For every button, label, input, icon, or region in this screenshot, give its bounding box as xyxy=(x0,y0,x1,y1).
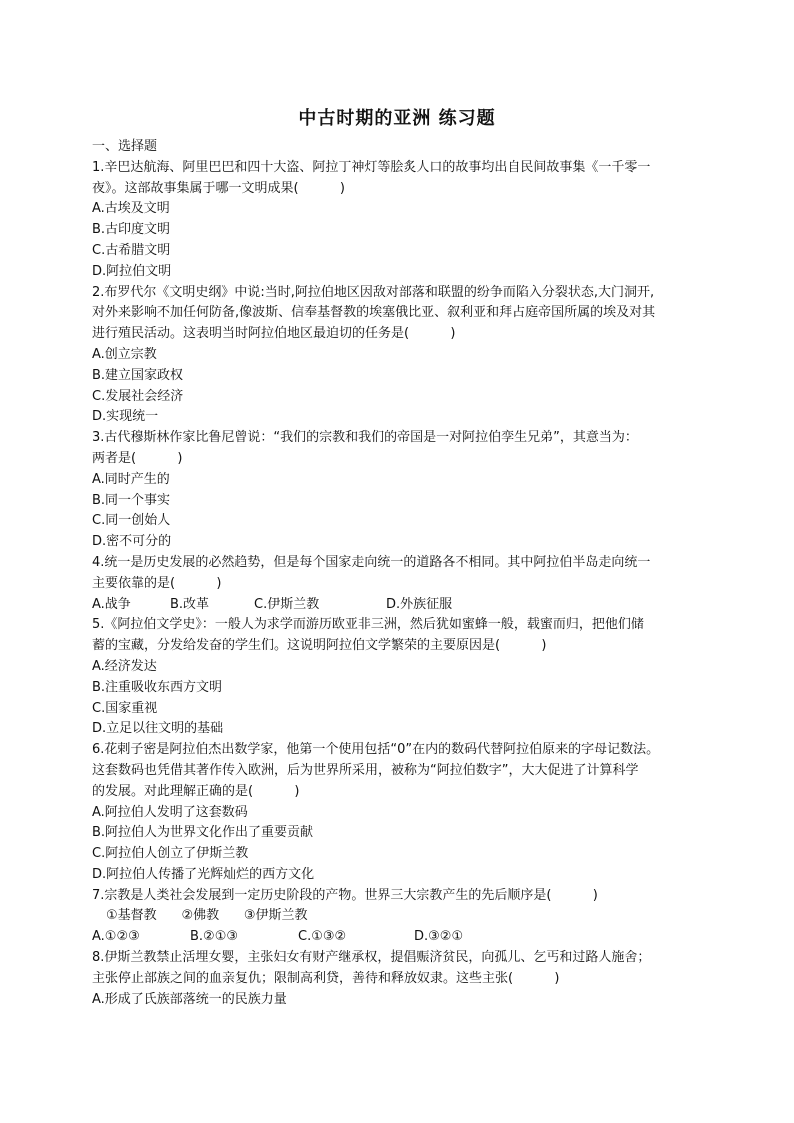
question-8-stem-cont: 主张停止部族之间的血亲复仇；限制高利贷，善待和释放奴隶。这些主张( ) xyxy=(92,970,560,986)
question-1-option-c: C.古希腊文明 xyxy=(92,242,171,258)
question-2-option-d: D.实现统一 xyxy=(92,409,159,425)
page-title: 中古时期的亚洲 练习题 xyxy=(298,108,496,129)
question-4-option-a: A.战争 xyxy=(92,596,131,612)
question-2-stem-cont: 对外来影响不加任何防备,像波斯、信奉基督教的埃塞俄比亚、叙利亚和拜占庭帝国所属的埃及对其 xyxy=(92,305,656,321)
question-7-stem: 7.宗教是人类社会发展到一定历史阶段的产物。世界三大宗教产生的先后顺序是( ) xyxy=(92,887,598,903)
question-1-stem-cont: 夜》。这部故事集属于哪一文明成果( ) xyxy=(92,180,345,196)
question-1-stem: 1.辛巴达航海、阿里巴巴和四十大盗、阿拉丁神灯等脍炙人口的故事均出自民间故事集《一千零一 xyxy=(92,159,651,175)
question-6-option-b: B.阿拉伯人为世界文化作出了重要贡献 xyxy=(92,825,314,841)
question-5-stem-cont: 蓄的宝藏，分发给发奋的学生们。这说明阿拉伯文学繁荣的主要原因是( ) xyxy=(92,638,547,654)
question-3-option-d: D.密不可分的 xyxy=(92,534,172,550)
question-5-option-d: D.立足以往文明的基础 xyxy=(92,721,224,737)
question-2-option-b: B.建立国家政权 xyxy=(92,367,184,383)
question-1-option-a: A.古埃及文明 xyxy=(92,201,170,217)
question-6-stem-cont: 的发展。对此理解正确的是( ) xyxy=(92,783,300,799)
question-5-stem: 5.《阿拉伯文学史》：一般人为求学而游历欧亚非三洲，然后犹如蜜蜂一般，载蜜而归，把他们储 xyxy=(92,617,644,633)
question-3-option-b: B.同一个事实 xyxy=(92,492,171,508)
question-6-stem: 6.花剌子密是阿拉伯杰出数学家，他第一个使用包括“0”在内的数码代替阿拉伯原来的字母记数法。 xyxy=(92,742,660,758)
question-4-option-d: D.外族征服 xyxy=(386,596,453,612)
question-6-stem-cont: 这套数码也凭借其著作传入欧洲，后为世界所采用，被称为“阿拉伯数字”，大大促进了计算科学 xyxy=(92,762,639,778)
question-7-option-a: A.①②③ xyxy=(92,929,140,945)
question-7-option-b: B.②①③ xyxy=(190,929,239,945)
question-2-stem-cont: 进行殖民活动。这表明当时阿拉伯地区最迫切的任务是( ) xyxy=(92,326,456,342)
question-4-options xyxy=(92,595,704,616)
question-1-option-d: D.阿拉伯文明 xyxy=(92,263,172,279)
question-6-option-d: D.阿拉伯人传播了光辉灿烂的西方文化 xyxy=(92,866,315,882)
question-4-stem-cont: 主要依靠的是( ) xyxy=(92,575,222,591)
question-3-stem: 3.古代穆斯林作家比鲁尼曾说：“我们的宗教和我们的帝国是一对阿拉伯孪生兄弟”，其意当为： xyxy=(92,430,638,446)
question-6-option-c: C.阿拉伯人创立了伊斯兰教 xyxy=(92,846,249,862)
question-4-option-c: C.伊斯兰教 xyxy=(254,596,320,612)
question-4-option-b: B.改革 xyxy=(170,596,210,612)
question-7-option-d: D.③②① xyxy=(414,929,464,945)
question-6-option-a: A.阿拉伯人发明了这套数码 xyxy=(92,804,248,820)
question-8-stem: 8.伊斯兰教禁止活埋女婴，主张妇女有财产继承权，提倡赈济贫民，向孤儿、乞丐和过路人施舍； xyxy=(92,950,651,966)
question-2-option-c: C.发展社会经济 xyxy=(92,388,184,404)
exercise-content xyxy=(92,137,704,1010)
question-2-option-a: A.创立宗教 xyxy=(92,346,157,362)
question-4-stem: 4.统一是历史发展的必然趋势，但是每个国家走向统一的道路各不相同。其中阿拉伯半岛走向统一 xyxy=(92,554,651,570)
question-3-option-c: C.同一创始人 xyxy=(92,513,171,529)
section-heading: 一、选择题 xyxy=(92,139,158,154)
question-1-option-b: B.古印度文明 xyxy=(92,222,171,238)
question-5-option-b: B.注重吸收东西方文明 xyxy=(92,679,223,695)
question-5-option-c: C.国家重视 xyxy=(92,700,158,716)
question-7-options xyxy=(92,927,704,948)
question-8-option-a: A.形成了氏族部落统一的民族力量 xyxy=(92,991,287,1007)
question-7-option-c: C.①③② xyxy=(298,929,347,945)
question-2-stem: 2.布罗代尔《文明史纲》中说:当时,阿拉伯地区因敌对部落和联盟的纷争而陷入分裂状态,大门洞开, xyxy=(92,284,655,300)
question-7-items: ①基督教 ②佛教 ③伊斯兰教 xyxy=(106,908,308,924)
question-3-stem-cont: 两者是( ) xyxy=(92,450,183,466)
question-5-option-a: A.经济发达 xyxy=(92,658,157,674)
question-3-option-a: A.同时产生的 xyxy=(92,471,170,487)
